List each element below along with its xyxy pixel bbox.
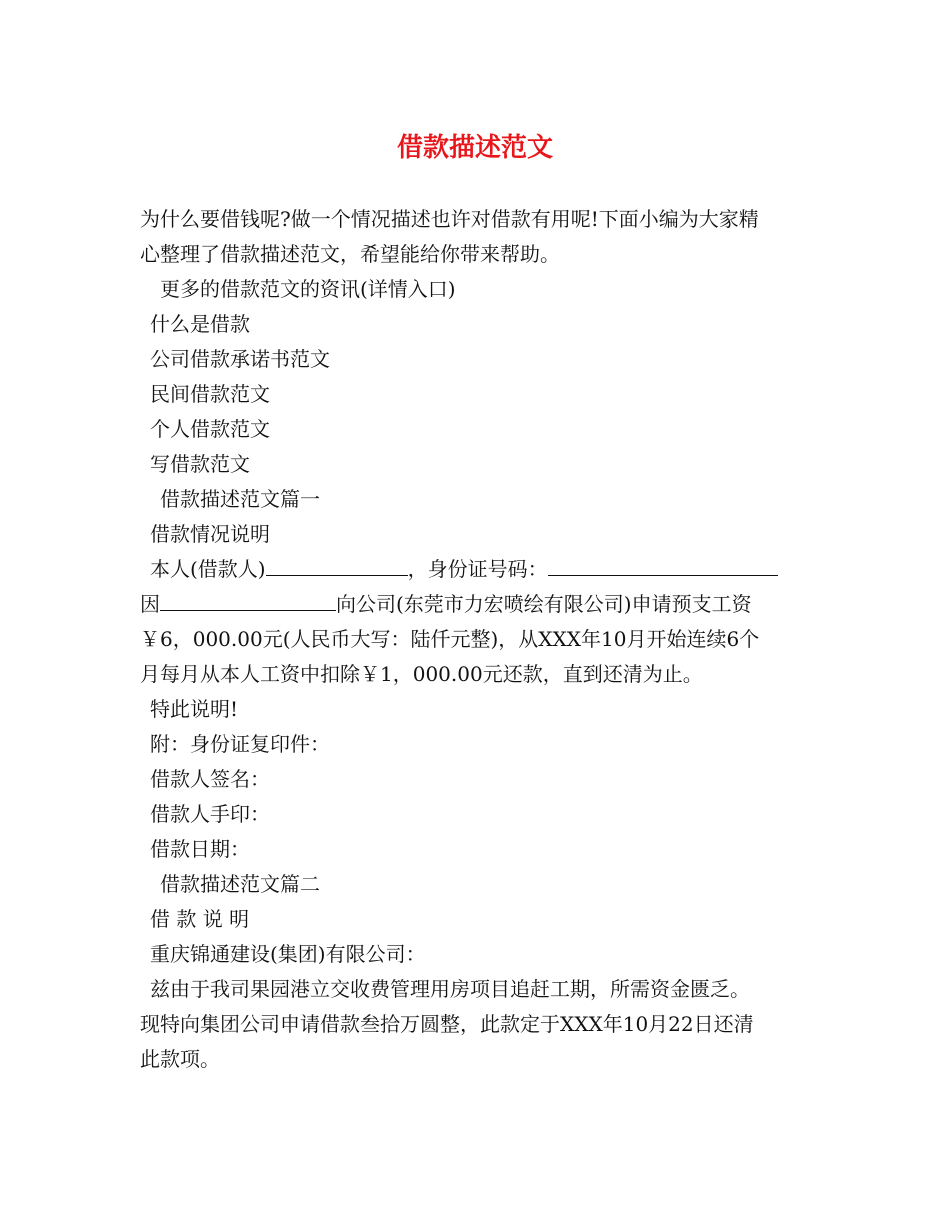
document-title: 借款描述范文 bbox=[396, 133, 553, 163]
related-link[interactable]: 个人借款范文 bbox=[150, 417, 270, 441]
reason-prefix: 因 bbox=[140, 592, 160, 616]
id-label: ，身份证号码： bbox=[407, 557, 548, 581]
section-heading: 借款描述范文篇一 bbox=[160, 487, 320, 511]
more-info-link[interactable]: 更多的借款范文的资讯(详情入口) bbox=[160, 277, 456, 301]
reason-line bbox=[140, 587, 820, 622]
amount-line: ￥6，000.00元(人民币大写：陆仟元整)，从XXX年10月开始连续6个 bbox=[140, 627, 760, 651]
borrower-name-blank bbox=[266, 553, 408, 576]
borrower-label: 本人(借款人) bbox=[150, 557, 266, 581]
fingerprint-line: 借款人手印： bbox=[150, 802, 270, 826]
recipient-line: 重庆锦通建设(集团)有限公司： bbox=[150, 942, 426, 966]
id-number-blank bbox=[548, 553, 778, 576]
reason-text: 向公司(东莞市力宏喷绘有限公司)申请预支工资 bbox=[336, 592, 752, 616]
reason-blank bbox=[160, 588, 336, 611]
statement-line: 特此说明! bbox=[150, 697, 239, 721]
paragraph-line: 此款项。 bbox=[140, 1047, 220, 1071]
section-heading: 借款描述范文篇二 bbox=[160, 872, 320, 896]
intro-line: 心整理了借款描述范文，希望能给你带来帮助。 bbox=[140, 242, 560, 266]
related-link[interactable]: 写借款范文 bbox=[150, 452, 250, 476]
paragraph-line: 兹由于我司果园港立交收费管理用房项目追赶工期，所需资金匮乏。 bbox=[150, 977, 750, 1001]
attachment-line: 附：身份证复印件： bbox=[150, 732, 330, 756]
related-link[interactable]: 什么是借款 bbox=[150, 312, 250, 336]
related-link[interactable]: 民间借款范文 bbox=[150, 382, 270, 406]
signature-line: 借款人签名： bbox=[150, 767, 270, 791]
related-link[interactable]: 公司借款承诺书范文 bbox=[150, 347, 330, 371]
paragraph-line: 现特向集团公司申请借款叁拾万圆整，此款定于XXX年10月22日还清 bbox=[140, 1012, 754, 1036]
date-line: 借款日期： bbox=[150, 837, 250, 861]
borrower-line bbox=[140, 552, 820, 587]
document-body bbox=[140, 202, 820, 1077]
section-subheading: 借款情况说明 bbox=[150, 522, 270, 546]
intro-line: 为什么要借钱呢?做一个情况描述也许对借款有用呢!下面小编为大家精 bbox=[140, 207, 759, 231]
deduction-line: 月每月从本人工资中扣除￥1，000.00元还款，直到还清为止。 bbox=[140, 662, 703, 686]
section-subheading: 借 款 说 明 bbox=[150, 907, 250, 931]
